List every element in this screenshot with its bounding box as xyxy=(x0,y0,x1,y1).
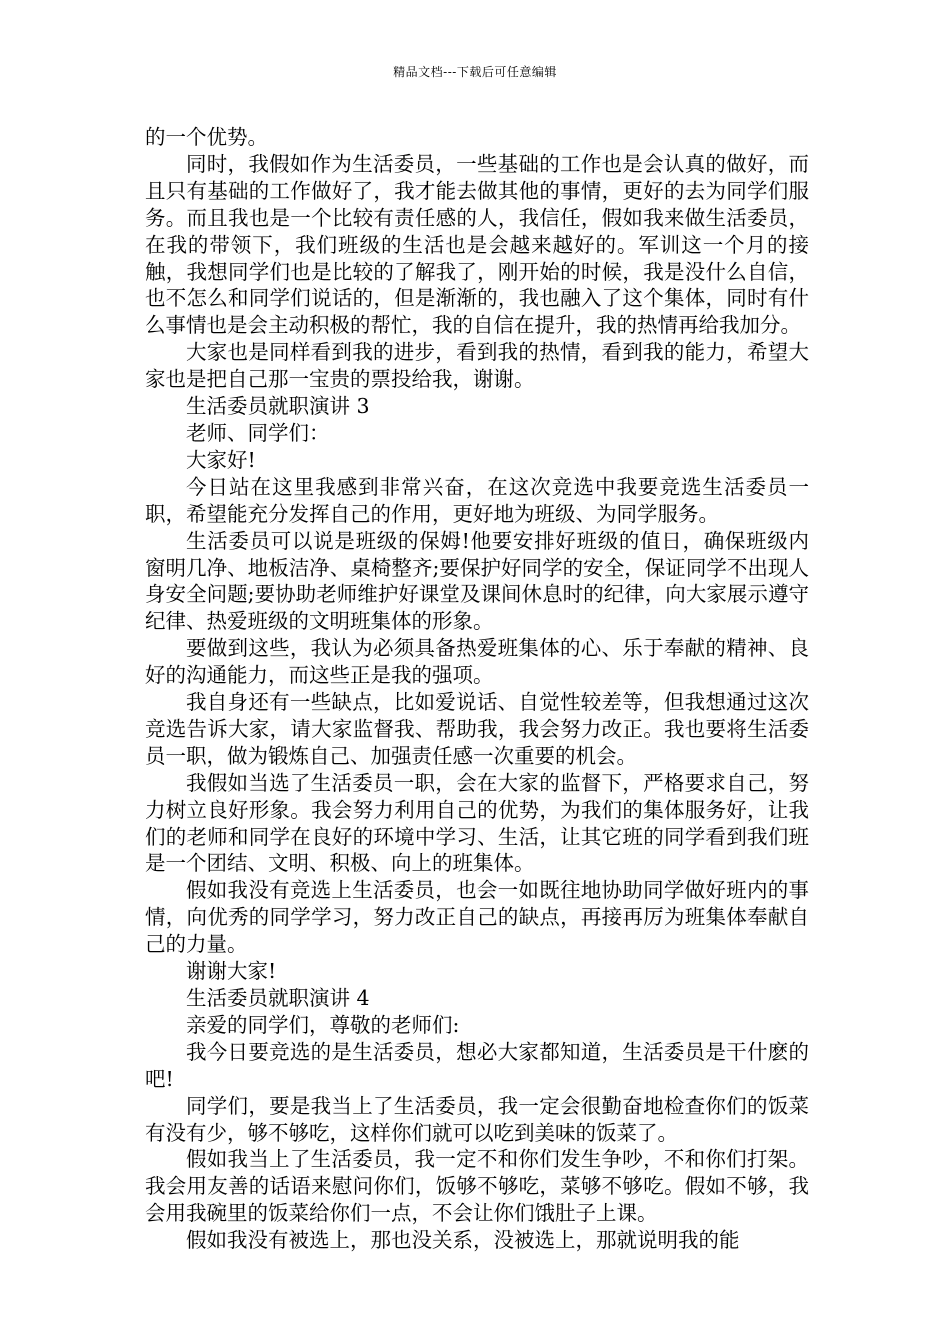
greeting: 大家好! xyxy=(186,447,256,472)
paragraph: 假如我没有竞选上生活委员，也会一如既往地协助同学做好班内的事情，向优秀的同学学习，努力改正自己的缺点，再接再厉为班集体奉献自己的力量。 xyxy=(145,878,809,957)
paragraph: 今日站在这里我感到非常兴奋，在这次竞选中我要竞选生活委员一职，希望能充分发挥自己的作用，更好地为班级、为同学服务。 xyxy=(145,474,809,526)
salutation: 老师、同学们： xyxy=(186,420,330,445)
closing: 谢谢大家! xyxy=(186,959,277,984)
paragraph: 我今日要竞选的是生活委员，想必大家都知道，生活委员是干什麽的吧! xyxy=(145,1039,809,1091)
paragraph: 我自身还有一些缺点，比如爱说话、自觉性较差等，但我想通过这次竞选告诉大家，请大家监督我、帮助我，我会努力改正。我也要将生活委员一职，做为锻炼自己、加强责任感一次重要的机会。 xyxy=(145,690,809,768)
section-heading: 生活委员就职演讲 3 xyxy=(186,394,370,419)
paragraph: 同时，我假如作为生活委员，一些基础的工作也是会认真的做好，而且只有基础的工作做好了，我才能去做其他的事情，更好的去为同学们服务。而且我也是一个比较有责任感的人，我信任，假如我来做生活委员，在我的带领下，我们班级的生活也是会越来越好的。军训这一个月的接触，我想同学们也是比较的了解我了，刚开始的时候，我是没什么自信，也不怎么和同学们说话的，但是渐渐的，我也融入了这个集体，同时有什么事情也是会主动积极的帮忙，我的自信在提升，我的热情再给我加分。 xyxy=(145,151,809,338)
paragraph: 假如我没有被选上，那也没关系，没被选上，那就说明我的能 xyxy=(186,1228,740,1253)
page-header: 精品文档---下载后可任意编辑 xyxy=(393,65,557,79)
section-heading: 生活委员就职演讲 4 xyxy=(186,986,370,1010)
paragraph: 假如我当上了生活委员，我一定不和你们发生争吵，不和你们打架。我会用友善的话语来慰问你们，饭够不够吃，菜够不够吃。假如不够，我会用我碗里的饭菜给你们一点，不会让你们饿肚子上课。 xyxy=(145,1147,809,1226)
paragraph: 我假如当选了生活委员一职，会在大家的监督下，严格要求自己，努力树立良好形象。我会努力利用自己的优势，为我们的集体服务好，让我们的老师和同学在良好的环境中学习、生活，让其它班的同学看到我们班是一个团结、文明、积极、向上的班集体。 xyxy=(145,770,809,876)
paragraph: 生活委员可以说是班级的保姆!他要安排好班级的值日，确保班级内窗明几净、地板洁净、桌椅整齐;要保护好同学的安全，保证同学不出现人身安全问题;要协助老师维护好课堂及课间休息时的纪律，向大家展示遵守纪律、热爱班级的文明班集体的形象。 xyxy=(145,528,809,634)
paragraph: 的一个优势。 xyxy=(145,125,268,149)
salutation: 亲爱的同学们，尊敬的老师们: xyxy=(186,1012,460,1037)
paragraph: 同学们，要是我当上了生活委员，我一定会很勤奋地检查你们的饭菜有没有少，够不够吃，这样你们就可以吃到美味的饭菜了。 xyxy=(145,1093,809,1145)
paragraph: 大家也是同样看到我的进步，看到我的热情，看到我的能力，希望大家也是把自己那一宝贵的票投给我，谢谢。 xyxy=(145,340,809,392)
paragraph: 要做到这些，我认为必须具备热爱班集体的心、乐于奉献的精神、良好的沟通能力，而这些正是我的强项。 xyxy=(145,636,809,688)
document-body xyxy=(145,124,809,1254)
